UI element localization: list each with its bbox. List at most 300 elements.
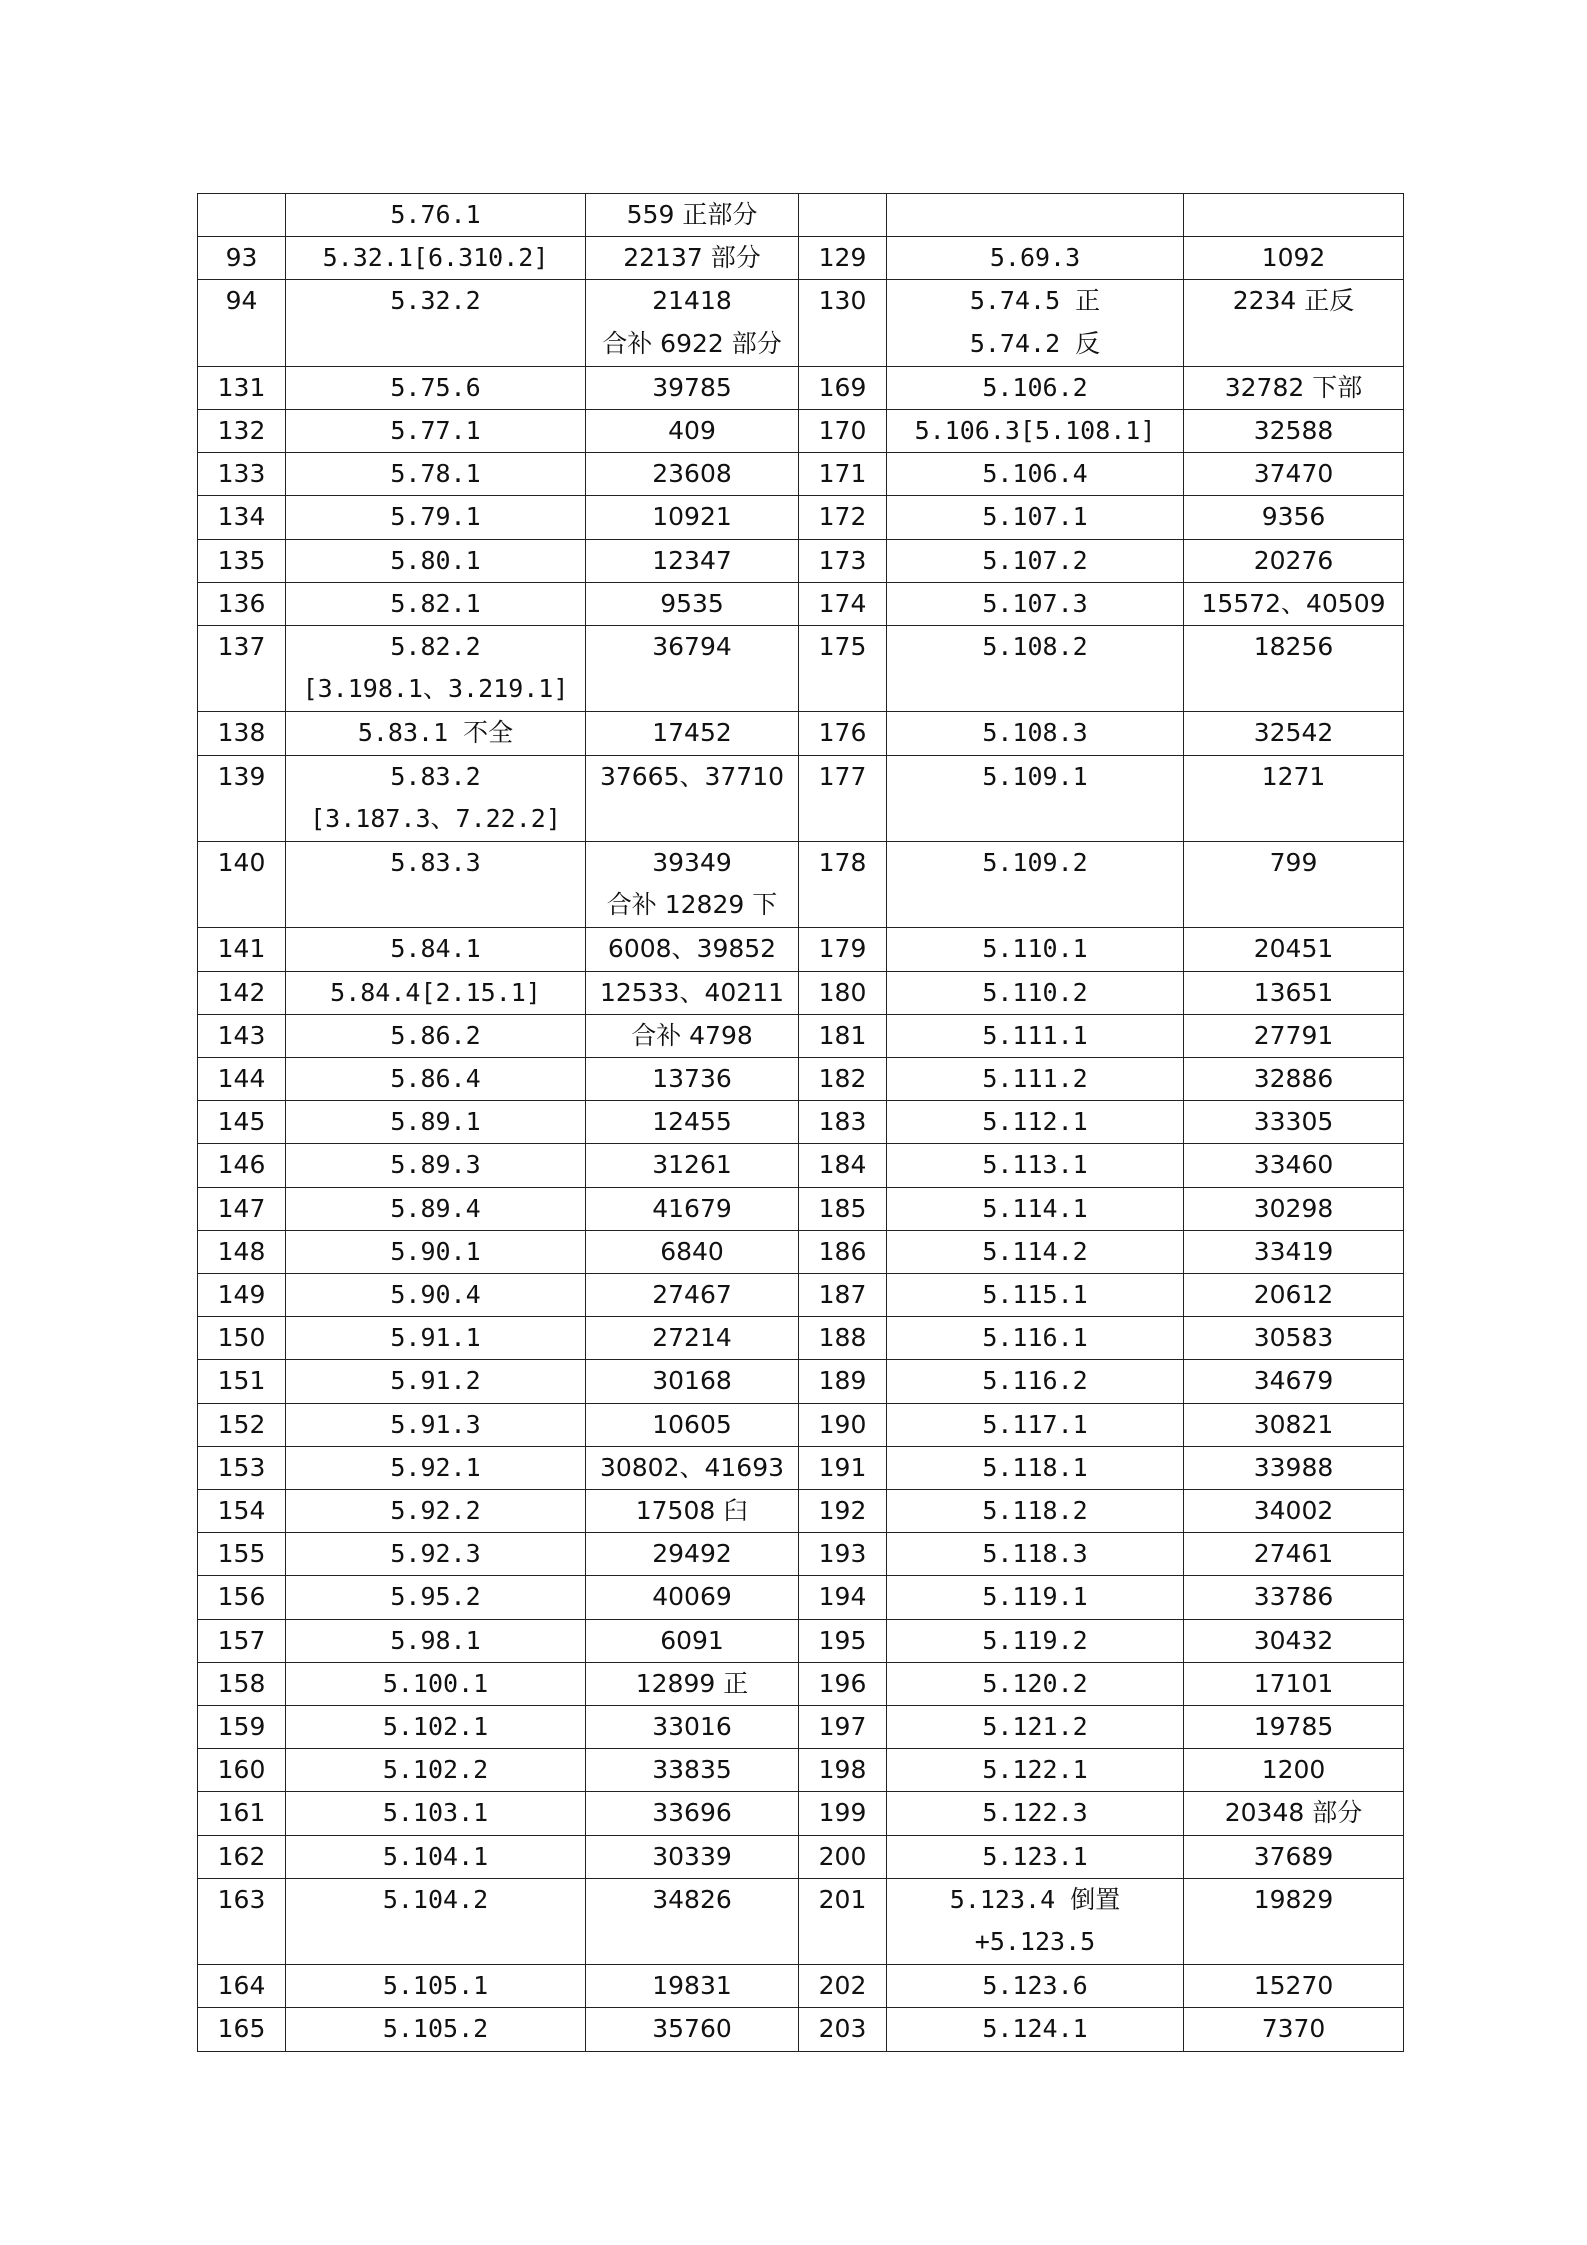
right-reference-cell-line: 5.123.4 倒置 [949,1884,1121,1914]
left-catalog-number-cell [586,1619,799,1662]
right-entry-number: 174 [799,582,887,625]
left-reference-cell-line: 5.98.1 [390,1625,481,1655]
right-entry-number: 184 [799,1144,887,1187]
right-reference-cell [887,366,1184,409]
table-row [198,1706,1404,1749]
left-catalog-number-cell-line: 6008、39852 [607,934,777,964]
right-entry-number: 195 [799,1619,887,1662]
left-reference-cell [286,453,586,496]
right-reference-cell-line: 5.122.1 [982,1755,1088,1785]
right-entry-number: 198 [799,1749,887,1792]
left-reference-cell [286,1274,586,1317]
left-reference-cell [286,1144,586,1187]
table-row [198,712,1404,755]
left-entry-number: 136 [198,582,286,625]
left-catalog-number-cell-line: 17508 臼 [635,1496,749,1526]
left-catalog-number-cell-line: 12899 正 [635,1668,749,1698]
left-catalog-number-cell-line: 39349 [652,848,732,877]
right-reference-cell [887,755,1184,841]
table-row [198,626,1404,712]
left-entry-number: 156 [198,1576,286,1619]
right-reference-cell [887,1144,1184,1187]
right-catalog-number-cell-line: 27461 [1253,1539,1334,1569]
left-reference-cell [286,237,586,280]
right-entry-number: 176 [799,712,887,755]
right-catalog-number-cell [1184,712,1404,755]
right-catalog-number-cell-line: 33419 [1253,1236,1334,1266]
right-catalog-number-cell [1184,1014,1404,1057]
left-catalog-number-cell [586,366,799,409]
left-entry-number: 149 [198,1274,286,1317]
table-row [198,1619,1404,1662]
right-catalog-number-cell-line: 9356 [1261,502,1326,532]
right-entry-number: 187 [799,1274,887,1317]
right-entry-number: 202 [799,1965,887,2008]
right-reference-cell-line: 5.108.2 [982,632,1088,662]
right-reference-cell [887,1058,1184,1101]
right-reference-cell [887,1446,1184,1489]
right-reference-cell [887,1490,1184,1533]
right-catalog-number-cell [1184,755,1404,841]
right-reference-cell [887,539,1184,582]
right-reference-cell [887,237,1184,280]
right-catalog-number-cell-line: 17101 [1253,1668,1334,1698]
left-catalog-number-cell [586,496,799,539]
left-entry-number: 133 [198,453,286,496]
right-entry-number: 170 [799,410,887,453]
left-catalog-number-cell-line: 6091 [660,1625,724,1655]
table-row [198,1101,1404,1144]
left-reference-cell-line: 5.83.2 [390,761,481,791]
left-catalog-number-cell [586,582,799,625]
right-catalog-number-cell [1184,928,1404,971]
left-reference-cell-line: 5.32.1[6.310.2] [322,243,549,273]
table-row [198,366,1404,409]
left-catalog-number-cell [586,1187,799,1230]
left-entry-number: 134 [198,496,286,539]
right-catalog-number-cell [1184,1619,1404,1662]
right-entry-number: 129 [799,237,887,280]
right-reference-cell-line: 5.107.1 [982,502,1088,532]
right-entry-number: 197 [799,1706,887,1749]
left-catalog-number-cell [586,194,799,237]
left-catalog-number-cell-line: 39785 [652,372,732,402]
table-row [198,1792,1404,1835]
right-entry-number: 172 [799,496,887,539]
left-catalog-number-cell [586,1317,799,1360]
right-catalog-number-cell-line: 32588 [1253,416,1334,445]
left-catalog-number-cell [586,1835,799,1878]
right-catalog-number-cell [1184,1317,1404,1360]
right-catalog-number-cell [1184,1662,1404,1705]
left-catalog-number-cell-line: 12533、40211 [599,977,785,1007]
table-row [198,1317,1404,1360]
left-catalog-number-cell [586,1662,799,1705]
right-reference-cell [887,928,1184,971]
left-catalog-number-cell [586,539,799,582]
right-catalog-number-cell [1184,1446,1404,1489]
right-reference-cell-line: 5.123.6 [982,1971,1088,2001]
right-reference-cell-line: 5.74.5 正 [969,286,1101,316]
left-entry-number: 139 [198,755,286,841]
right-entry-number: 169 [799,366,887,409]
left-reference-cell-line: 5.102.1 [382,1712,489,1742]
left-catalog-number-cell-line: 33696 [652,1798,732,1828]
left-reference-cell [286,1317,586,1360]
right-catalog-number-cell [1184,1490,1404,1533]
right-reference-cell [887,1792,1184,1835]
left-catalog-number-cell [586,237,799,280]
right-reference-cell [887,1576,1184,1619]
left-catalog-number-cell-line: 13736 [652,1064,732,1093]
right-catalog-number-cell-line: 19785 [1253,1712,1334,1742]
right-catalog-number-cell [1184,1274,1404,1317]
right-catalog-number-cell [1184,1706,1404,1749]
left-entry-number: 154 [198,1490,286,1533]
right-reference-cell [887,1101,1184,1144]
right-entry-number: 180 [799,971,887,1014]
left-catalog-number-cell-line: 409 [668,416,716,445]
right-reference-cell [887,1965,1184,2008]
left-reference-cell-line: 5.76.1 [390,200,481,229]
right-reference-cell-line: 5.74.2 反 [969,328,1101,358]
left-reference-cell-line: 5.104.2 [382,1884,489,1914]
right-reference-cell [887,1619,1184,1662]
right-catalog-number-cell [1184,194,1404,237]
left-reference-cell-line: 5.82.1 [390,588,481,618]
left-reference-cell-line: 5.102.2 [382,1755,489,1785]
left-entry-number: 151 [198,1360,286,1403]
right-catalog-number-cell [1184,1360,1404,1403]
right-catalog-number-cell [1184,237,1404,280]
left-reference-cell [286,1014,586,1057]
left-reference-cell-line: 5.91.1 [390,1323,481,1353]
right-catalog-number-cell [1184,971,1404,1014]
right-reference-cell-line: 5.107.3 [982,588,1088,618]
right-reference-cell-line: 5.118.1 [982,1452,1088,1482]
left-catalog-number-cell [586,2008,799,2051]
left-entry-number: 131 [198,366,286,409]
left-reference-cell [286,366,586,409]
right-catalog-number-cell-line: 20348 部分 [1224,1798,1363,1828]
left-entry-number: 142 [198,971,286,1014]
left-catalog-number-cell-line: 31261 [652,1150,732,1180]
right-catalog-number-cell [1184,453,1404,496]
left-catalog-number-cell [586,712,799,755]
left-reference-cell-line: 5.80.1 [390,545,481,575]
right-catalog-number-cell-line: 30821 [1253,1409,1334,1439]
right-entry-number: 191 [799,1446,887,1489]
right-entry-number: 186 [799,1230,887,1273]
right-reference-cell [887,1274,1184,1317]
right-catalog-number-cell-line: 34679 [1253,1366,1334,1396]
right-reference-cell-line: 5.106.3[5.108.1] [914,416,1156,445]
left-catalog-number-cell-line: 29492 [652,1539,732,1569]
left-catalog-number-cell-line: 37665、37710 [599,761,785,791]
right-catalog-number-cell-line: 1271 [1261,761,1326,791]
right-reference-cell [887,1706,1184,1749]
right-catalog-number-cell-line: 33786 [1253,1582,1334,1612]
table-row [198,2008,1404,2051]
right-catalog-number-cell-line: 32782 下部 [1224,372,1363,402]
right-catalog-number-cell [1184,1835,1404,1878]
left-catalog-number-cell [586,1058,799,1101]
right-catalog-number-cell [1184,1792,1404,1835]
left-reference-cell-line: 5.90.1 [390,1236,481,1266]
left-reference-cell-line: 5.105.1 [382,1971,489,2001]
right-reference-cell-line: 5.117.1 [982,1409,1088,1439]
right-catalog-number-cell [1184,582,1404,625]
left-catalog-number-cell-line: 30802、41693 [599,1452,785,1482]
left-reference-cell-line: 5.83.3 [390,848,481,877]
table-row [198,1014,1404,1057]
left-catalog-number-cell [586,1533,799,1576]
table-row [198,237,1404,280]
left-reference-cell-line: 5.89.3 [390,1150,481,1180]
left-catalog-number-cell [586,1965,799,2008]
right-catalog-number-cell-line: 20612 [1253,1280,1334,1310]
left-reference-cell-line: 5.91.2 [390,1366,481,1396]
right-reference-cell [887,194,1184,237]
right-catalog-number-cell-line: 30583 [1253,1323,1334,1353]
left-catalog-number-cell-line: 19831 [652,1971,732,2001]
left-catalog-number-cell [586,410,799,453]
left-reference-cell [286,755,586,841]
right-reference-cell [887,1014,1184,1057]
right-entry-number [799,194,887,237]
right-reference-cell-line: 5.108.3 [982,718,1088,748]
right-entry-number: 183 [799,1101,887,1144]
right-reference-cell [887,1317,1184,1360]
right-reference-cell-line: 5.106.2 [982,372,1088,402]
right-reference-cell-line: 5.107.2 [982,545,1088,575]
left-catalog-number-cell-line: 22137 部分 [623,243,761,273]
right-reference-cell-line: 5.114.1 [982,1193,1088,1223]
left-reference-cell [286,1619,586,1662]
left-catalog-number-cell [586,1144,799,1187]
left-reference-cell-line: 5.86.4 [390,1064,481,1093]
right-catalog-number-cell-line: 20451 [1253,934,1334,964]
table-row [198,928,1404,971]
right-catalog-number-cell [1184,1144,1404,1187]
right-catalog-number-cell [1184,1749,1404,1792]
right-catalog-number-cell-line: 33305 [1253,1107,1334,1137]
left-reference-cell [286,712,586,755]
left-catalog-number-cell-line: 21418 [652,286,732,316]
left-reference-cell-line: 5.92.1 [390,1452,481,1482]
right-entry-number: 203 [799,2008,887,2051]
table-row [198,1662,1404,1705]
left-reference-cell [286,1749,586,1792]
left-reference-cell [286,1835,586,1878]
right-reference-cell [887,2008,1184,2051]
right-reference-cell [887,1230,1184,1273]
right-catalog-number-cell-line: 18256 [1253,632,1334,662]
right-catalog-number-cell [1184,1576,1404,1619]
right-entry-number: 190 [799,1403,887,1446]
right-reference-cell [887,626,1184,712]
left-entry-number: 140 [198,842,286,928]
left-entry-number: 144 [198,1058,286,1101]
right-entry-number: 201 [799,1878,887,1964]
left-catalog-number-cell [586,1101,799,1144]
right-entry-number: 175 [799,626,887,712]
right-reference-cell [887,1360,1184,1403]
table-row [198,453,1404,496]
left-reference-cell-line: 5.100.1 [382,1668,489,1698]
right-reference-cell [887,1533,1184,1576]
left-reference-cell [286,194,586,237]
left-reference-cell-line: 5.92.2 [390,1496,481,1526]
left-reference-cell-line: [3.198.1、3.219.1] [302,674,569,704]
left-catalog-number-cell-line: 30339 [652,1841,732,1871]
table-row [198,1360,1404,1403]
right-catalog-number-cell [1184,1533,1404,1576]
table-row [198,1965,1404,2008]
left-reference-cell [286,582,586,625]
right-catalog-number-cell [1184,1101,1404,1144]
left-entry-number: 137 [198,626,286,712]
right-catalog-number-cell [1184,539,1404,582]
left-reference-cell [286,1403,586,1446]
right-catalog-number-cell [1184,626,1404,712]
left-catalog-number-cell-line: 33016 [652,1712,732,1742]
left-catalog-number-cell [586,1792,799,1835]
table-row [198,496,1404,539]
right-catalog-number-cell [1184,1230,1404,1273]
right-catalog-number-cell-line: 7370 [1261,2014,1326,2044]
left-reference-cell [286,1878,586,1964]
right-entry-number: 178 [799,842,887,928]
right-reference-cell [887,971,1184,1014]
right-reference-cell-line: 5.121.2 [982,1712,1088,1742]
left-catalog-number-cell [586,842,799,928]
table-row [198,194,1404,237]
left-reference-cell [286,1792,586,1835]
right-catalog-number-cell-line: 37470 [1253,459,1334,489]
right-entry-number: 179 [799,928,887,971]
right-catalog-number-cell-line: 15572、40509 [1201,588,1386,618]
right-catalog-number-cell [1184,1965,1404,2008]
right-catalog-number-cell [1184,1878,1404,1964]
right-catalog-number-cell [1184,1187,1404,1230]
left-catalog-number-cell [586,626,799,712]
right-reference-cell [887,1403,1184,1446]
right-catalog-number-cell [1184,2008,1404,2051]
left-reference-cell-line: 5.77.1 [390,416,481,445]
left-catalog-number-cell-line: 27467 [652,1280,732,1310]
left-reference-cell [286,971,586,1014]
right-catalog-number-cell-line: 33460 [1253,1150,1334,1180]
right-reference-cell [887,712,1184,755]
left-reference-cell [286,410,586,453]
right-catalog-number-cell-line: 30298 [1253,1193,1334,1223]
left-catalog-number-cell-line: 41679 [652,1193,732,1223]
left-catalog-number-cell [586,1576,799,1619]
left-reference-cell-line: 5.89.4 [390,1193,481,1223]
right-entry-number: 192 [799,1490,887,1533]
table-row [198,582,1404,625]
left-entry-number: 160 [198,1749,286,1792]
table-row [198,1144,1404,1187]
left-entry-number: 147 [198,1187,286,1230]
right-catalog-number-cell-line: 20276 [1253,545,1334,575]
left-reference-cell [286,1187,586,1230]
right-catalog-number-cell-line: 19829 [1253,1884,1334,1914]
table-row [198,1533,1404,1576]
left-entry-number: 161 [198,1792,286,1835]
left-entry-number: 146 [198,1144,286,1187]
left-entry-number: 148 [198,1230,286,1273]
left-reference-cell [286,1058,586,1101]
left-entry-number: 135 [198,539,286,582]
left-catalog-number-cell-line: 9535 [660,588,724,618]
left-reference-cell [286,1360,586,1403]
left-catalog-number-cell [586,280,799,366]
right-catalog-number-cell-line: 1092 [1261,243,1326,273]
left-reference-cell [286,1533,586,1576]
right-reference-cell [887,1835,1184,1878]
right-reference-cell [887,1749,1184,1792]
right-catalog-number-cell-line: 799 [1269,848,1318,877]
left-reference-cell-line: 5.104.1 [382,1841,489,1871]
left-catalog-number-cell-line: 10921 [652,502,732,532]
right-reference-cell-line: 5.118.2 [982,1496,1088,1526]
right-reference-cell-line: 5.123.1 [982,1841,1088,1871]
right-catalog-number-cell-line: 13651 [1253,977,1334,1007]
right-reference-cell-line: 5.112.1 [982,1107,1088,1137]
left-entry-number: 132 [198,410,286,453]
left-reference-cell [286,1101,586,1144]
left-reference-cell [286,626,586,712]
right-entry-number: 130 [799,280,887,366]
left-reference-cell [286,1576,586,1619]
right-entry-number: 199 [799,1792,887,1835]
right-reference-cell-line: 5.119.1 [982,1582,1088,1612]
left-catalog-number-cell [586,1014,799,1057]
right-reference-cell-line: 5.116.1 [982,1323,1088,1353]
right-entry-number: 185 [799,1187,887,1230]
left-reference-cell [286,1662,586,1705]
left-catalog-number-cell-line: 10605 [652,1409,732,1439]
left-entry-number: 153 [198,1446,286,1489]
left-catalog-number-cell [586,1446,799,1489]
right-entry-number: 194 [799,1576,887,1619]
left-catalog-number-cell-line: 12455 [652,1107,732,1137]
left-reference-cell-line: 5.103.1 [382,1798,489,1828]
right-catalog-number-cell [1184,496,1404,539]
table-row [198,842,1404,928]
right-entry-number: 189 [799,1360,887,1403]
left-reference-cell-line: 5.105.2 [382,2014,489,2044]
left-catalog-number-cell-line: 33835 [652,1755,732,1785]
left-reference-cell-line: 5.75.6 [390,372,481,402]
left-entry-number: 94 [198,280,286,366]
left-reference-cell [286,539,586,582]
right-reference-cell-line: 5.109.2 [982,848,1088,877]
right-catalog-number-cell [1184,366,1404,409]
right-reference-cell-line: 5.119.2 [982,1625,1088,1655]
right-reference-cell-line: 5.113.1 [982,1150,1088,1180]
right-reference-cell-line: 5.111.1 [982,1020,1088,1050]
table-row [198,1878,1404,1964]
right-catalog-number-cell-line: 37689 [1253,1841,1334,1871]
left-catalog-number-cell [586,1230,799,1273]
right-reference-cell-line: 5.116.2 [982,1366,1088,1396]
left-reference-cell-line: 5.89.1 [390,1107,481,1137]
left-catalog-number-cell [586,1490,799,1533]
left-entry-number: 159 [198,1706,286,1749]
